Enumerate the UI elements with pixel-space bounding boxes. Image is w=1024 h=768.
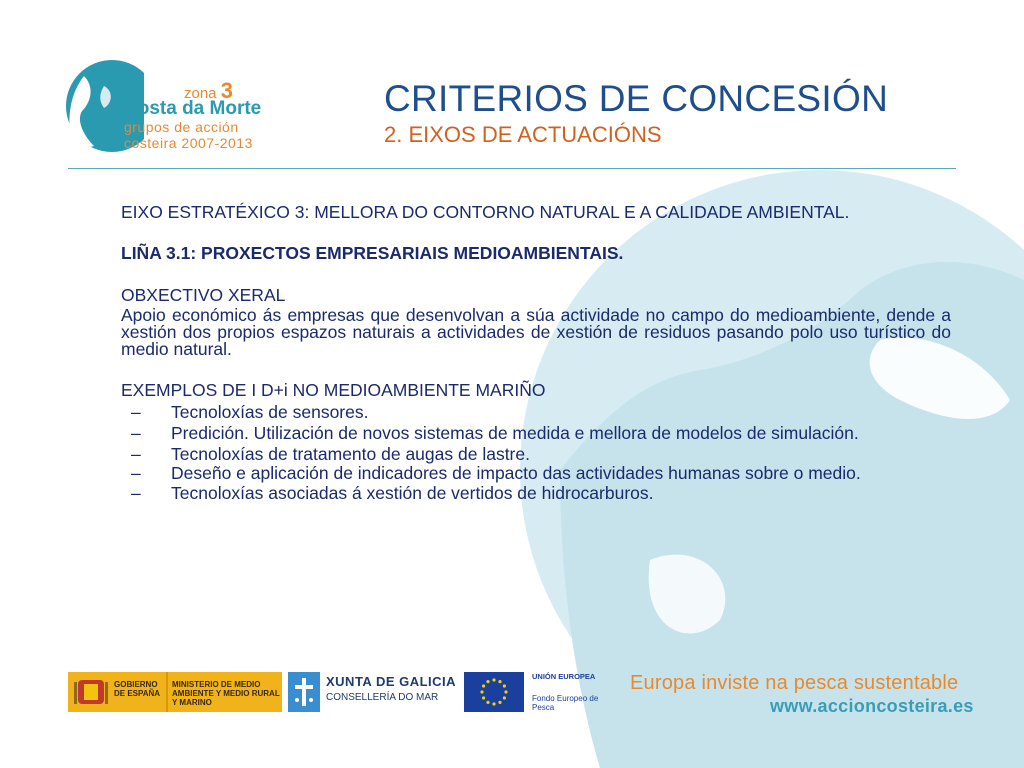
page-subtitle: 2. EIXOS DE ACTUACIÓNS bbox=[384, 122, 662, 147]
dash-icon: – bbox=[131, 402, 141, 422]
xunta-conselleria: CONSELLERÍA DO MAR bbox=[326, 692, 439, 703]
header-divider bbox=[68, 168, 956, 169]
dash-icon: – bbox=[131, 463, 141, 483]
eu-fund: Fondo Europeo de Pesca bbox=[532, 694, 599, 712]
xunta-emblem bbox=[288, 672, 320, 712]
logo-title: Costa da Morte bbox=[124, 98, 262, 119]
slogan: Europa inviste na pesca sustentable bbox=[630, 672, 959, 694]
list-item bbox=[121, 402, 951, 422]
logo-years: costeira 2007-2013 bbox=[124, 135, 253, 151]
eu-flag bbox=[464, 672, 524, 712]
strategic-axis: EIXO ESTRATÉXICO 3: MELLORA DO CONTORNO NATURAL E A CALIDADE AMBIENTAL. bbox=[121, 202, 850, 222]
gobierno-text: GOBIERNO DE ESPAÑA bbox=[114, 680, 161, 698]
footer-logos bbox=[0, 660, 1024, 720]
dash-icon: – bbox=[131, 444, 141, 464]
examples-list bbox=[121, 402, 951, 503]
logo-zone: zona 3 bbox=[184, 78, 233, 103]
slide-content bbox=[121, 200, 951, 504]
eu-title: UNIÓN EUROPEA bbox=[532, 672, 596, 681]
list-item bbox=[121, 483, 951, 503]
line-heading: LIÑA 3.1: PROXECTOS EMPRESARIAIS MEDIOAMBIENTAIS. bbox=[121, 243, 624, 263]
xunta-title: XUNTA DE GALICIA bbox=[326, 674, 457, 689]
gobierno-logo bbox=[68, 672, 282, 712]
list-item-text: Tecnoloxías de sensores. bbox=[171, 402, 369, 422]
list-item bbox=[121, 423, 951, 443]
list-item-text: Tecnoloxías asociadas á xestión de vertidos de hidrocarburos. bbox=[171, 483, 654, 503]
page-title: CRITERIOS DE CONCESIÓN bbox=[384, 78, 889, 119]
list-item bbox=[121, 444, 951, 464]
list-item-text: Predición. Utilización de novos sistemas de medida e mellora de modelos de simulación. bbox=[171, 423, 859, 443]
list-item-text: Deseño e aplicación de indicadores de impacto das actividades humanas sobre o medio. bbox=[171, 463, 861, 483]
gobierno-divider bbox=[166, 672, 168, 712]
objective-text: Apoio económico ás empresas que desenvolvan a súa actividade no campo do medioambiente, dende a xestión dos propios espazos naturais a actividades de xestión de residuos pasando polo uso turístico do medio natural. bbox=[121, 305, 951, 359]
eu-stars-icon bbox=[464, 672, 524, 712]
examples-title: EXEMPLOS DE I D+i NO MEDIOAMBIENTE MARIÑO bbox=[121, 380, 546, 400]
list-item bbox=[121, 465, 951, 482]
list-item-text: Tecnoloxías de tratamento de augas de lastre. bbox=[171, 444, 530, 464]
ministerio-text: MINISTERIO DE MEDIO AMBIENTE Y MEDIO RURAL Y MARINO bbox=[172, 680, 280, 707]
galicia-cross-icon bbox=[288, 672, 320, 712]
costa-da-morte-logo bbox=[64, 56, 274, 166]
objective-title: OBXECTIVO XERAL bbox=[121, 285, 286, 305]
logo-subtitle: grupos de acción bbox=[124, 119, 239, 135]
dash-icon: – bbox=[131, 423, 141, 443]
dash-icon: – bbox=[131, 483, 141, 503]
spain-shield-icon bbox=[74, 676, 108, 708]
website-link[interactable]: www.accioncosteira.es bbox=[770, 696, 974, 716]
